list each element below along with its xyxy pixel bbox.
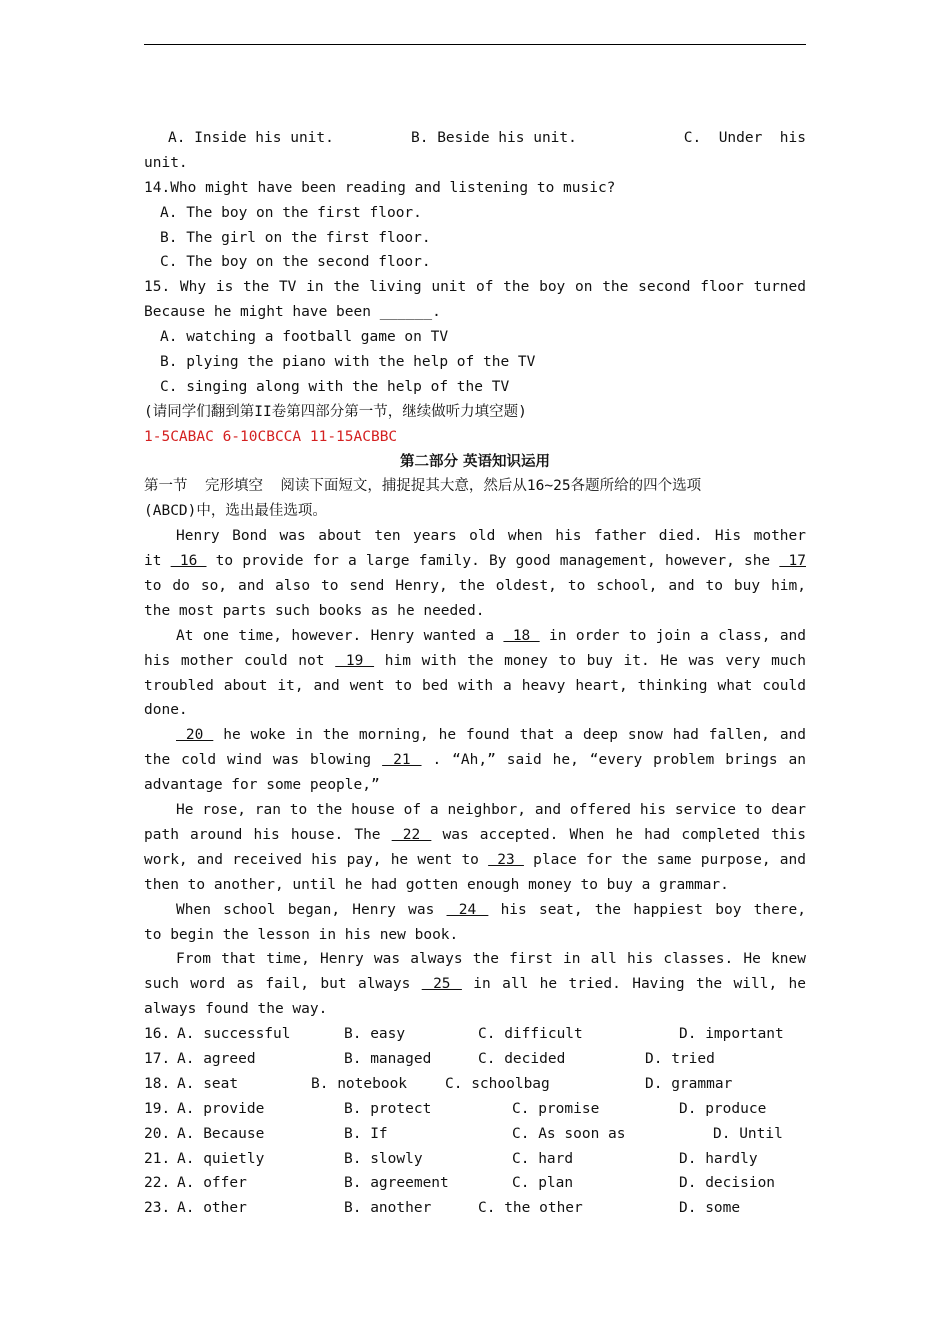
- passage-line: advantage for some people,”: [144, 777, 380, 794]
- option-row-16: 16. A. successful B. easy C. difficult D. important: [144, 1026, 784, 1043]
- option-row-22: 22. A. offer B. agreement C. plan D. decision: [144, 1175, 776, 1192]
- blank-17: 17: [779, 553, 806, 570]
- passage-line: to do so, and also to send Henry, the oldest, to school, and to buy him,: [144, 578, 806, 595]
- q15-option-a: A. watching a football game on TV: [160, 329, 449, 346]
- option-row-18: 18. A. seat B. notebook C. schoolbag D. grammar: [144, 1075, 733, 1092]
- option-row-20: 20. A. Because B. If C. As soon as D. Until: [144, 1125, 783, 1142]
- part-title: 第二部分 英语知识运用: [399, 453, 551, 470]
- passage-line: When school began, Henry was 24 his seat, the happiest boy there,: [176, 901, 806, 918]
- q15-option-c: C. singing along with the help of the TV: [160, 378, 510, 395]
- blank-18: 18: [503, 627, 540, 644]
- passage-line: 20 he woke in the morning, he found that a deep snow had fallen, and: [176, 727, 806, 744]
- passage-line: it 16 to provide for a large family. By good management, however, she 17: [144, 553, 806, 570]
- q13-option-b: B. Beside his unit.: [411, 130, 577, 146]
- passage-line: to begin the lesson in his new book.: [144, 926, 459, 943]
- blank-16: 16: [170, 553, 207, 570]
- section-instruction-1: 第一节 完形填空 阅读下面短文，捕捉捉其大意，然后从16~25各题所给的四个选项: [144, 478, 702, 495]
- q14-option-a: A. The boy on the first floor.: [160, 204, 422, 221]
- section-instruction-2: (ABCD)中，选出最佳选项。: [144, 503, 327, 520]
- q13-options: [144, 126, 806, 151]
- q15-option-b: B. plying the piano with the help of the TV: [160, 354, 536, 371]
- passage-line: troubled about it, and went to bed with a heavy heart, thinking what could: [144, 677, 806, 694]
- q14-option-c: C. The boy on the second floor.: [160, 254, 431, 271]
- q13-option-c: C. Under his: [683, 130, 806, 146]
- passage-line: then to another, until he had gotten enough money to buy a grammar.: [144, 876, 729, 893]
- passage-line: At one time, however. Henry wanted a 18 in order to join a class, and: [176, 627, 806, 644]
- blank-19: 19: [335, 652, 375, 669]
- instruction-note: (请同学们翻到第II卷第四部分第一节，继续做听力填空题): [144, 403, 527, 420]
- passage-line: work, and received his pay, he went to 23 place for the same purpose, and: [144, 851, 806, 868]
- q13-option-a: A. Inside his unit.: [168, 130, 334, 146]
- passage-line: such word as fail, but always 25 in all he tried. Having the will, he: [144, 976, 806, 993]
- passage-line: his mother could not 19 him with the money to buy it. He was very much: [144, 652, 806, 669]
- blank-20: 20: [176, 727, 214, 744]
- option-row-17: 17. A. agreed B. managed C. decided D. tried: [144, 1050, 715, 1067]
- passage-line: always found the way.: [144, 1001, 328, 1018]
- passage-line: the most parts such books as he needed.: [144, 602, 485, 619]
- passage-line: done.: [144, 702, 188, 719]
- answer-key: 1-5CABAC 6-10CBCCA 11-15ACBBC: [144, 428, 398, 445]
- exam-page: [144, 126, 806, 1221]
- blank-25: 25: [421, 976, 462, 993]
- option-row-19: 19. A. provide B. protect C. promise D. produce: [144, 1100, 767, 1117]
- passage-line: He rose, ran to the house of a neighbor, and offered his service to dear: [176, 802, 806, 819]
- q13-option-c-cont: unit.: [144, 154, 188, 171]
- blank-22: 22: [391, 826, 432, 843]
- passage-line: the cold wind was blowing 21 . “Ah,” said he, “every problem brings an: [144, 752, 806, 769]
- blank-21: 21: [382, 752, 422, 769]
- passage-line: From that time, Henry was always the first in all his classes. He knew: [176, 951, 806, 968]
- q15-stem-2: Because he might have been ______.: [144, 304, 441, 321]
- passage-line: Henry Bond was about ten years old when his father died. His mother: [176, 528, 806, 545]
- blank-24: 24: [446, 901, 489, 918]
- option-row-21: 21. A. quietly B. slowly C. hard D. hardly: [144, 1150, 758, 1167]
- q15-stem-1: 15. Why is the TV in the living unit of the boy on the second floor turned: [144, 279, 806, 296]
- passage-line: path around his house. The 22 was accepted. When he had completed this: [144, 826, 806, 843]
- option-row-23: 23. A. other B. another C. the other D. some: [144, 1200, 741, 1217]
- q14-stem: 14.Who might have been reading and listening to music?: [144, 179, 616, 196]
- blank-23: 23: [488, 851, 524, 868]
- q14-option-b: B. The girl on the first floor.: [160, 229, 431, 246]
- header-rule: [144, 44, 806, 45]
